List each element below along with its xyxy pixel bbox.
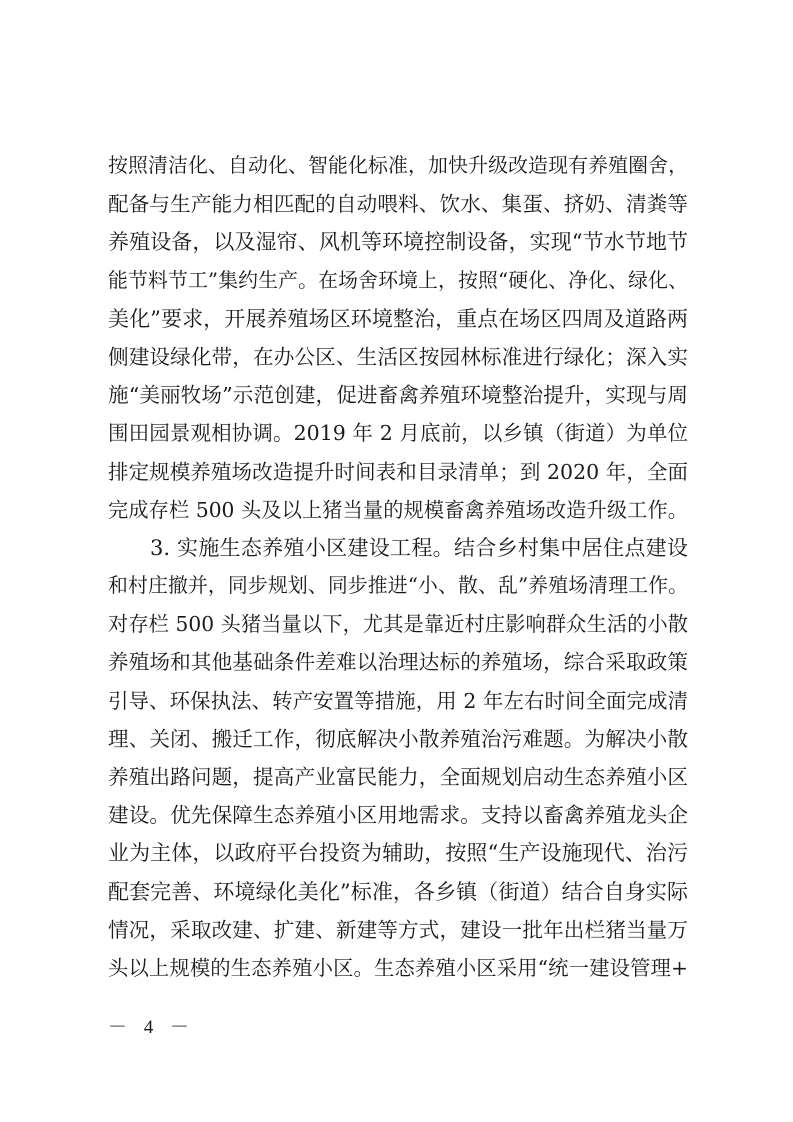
text-line: 情况，采取改建、扩建、新建等方式，建设一批年出栏猪当量万 bbox=[108, 917, 688, 942]
text-line: 按照清洁化、自动化、智能化标准，加快升级改造现有养殖圈舍， bbox=[108, 154, 688, 177]
body-text bbox=[108, 147, 688, 987]
text-line: 业为主体，以政府平台投资为辅助，按照“生产设施现代、治污 bbox=[108, 841, 688, 866]
text-line: 头以上规模的生态养殖小区。生态养殖小区采用“统一建设管理+ bbox=[108, 955, 688, 980]
text-line: 施“美丽牧场”示范创建，促进畜禽养殖环境整治提升，实现与周 bbox=[108, 383, 688, 408]
text-line: 能节料节工”集约生产。在场舍环境上，按照“硬化、净化、绿化、 bbox=[108, 268, 688, 292]
text-line: 美化”要求，开展养殖场区环境整治，重点在场区四周及道路两 bbox=[108, 306, 688, 331]
text-line: 引导、环保执法、转产安置等措施，用 2 年左右时间全面完成清 bbox=[108, 688, 688, 713]
text-line: 和村庄撤并，同步规划、同步推进“小、散、乱”养殖场清理工作。 bbox=[108, 574, 688, 598]
page-number: － 4 － bbox=[108, 1017, 196, 1038]
text-line: 养殖设备，以及湿帘、风机等环境控制设备，实现“节水节地节 bbox=[108, 230, 688, 255]
text-line: 养殖场和其他基础条件差难以治理达标的养殖场，综合采取政策 bbox=[108, 650, 688, 675]
text-line: 建设。优先保障生态养殖小区用地需求。支持以畜禽养殖龙头企 bbox=[108, 803, 688, 828]
text-line: 理、关闭、搬迁工作，彻底解决小散养殖治污难题。为解决小散 bbox=[108, 726, 688, 751]
text-line: 配备与生产能力相匹配的自动喂料、饮水、集蛋、挤奶、清粪等 bbox=[108, 192, 688, 217]
text-line: 侧建设绿化带，在办公区、生活区按园林标准进行绿化；深入实 bbox=[108, 344, 688, 369]
text-line: 对存栏 500 头猪当量以下，尤其是靠近村庄影响群众生活的小散 bbox=[108, 612, 688, 637]
text-line: 配套完善、环境绿化美化”标准，各乡镇（街道）结合自身实际 bbox=[108, 879, 688, 904]
text-line: 围田园景观相协调。2019 年 2 月底前，以乡镇（街道）为单位 bbox=[108, 421, 688, 446]
section-heading-line: 3. 实施生态养殖小区建设工程。结合乡村集中居住点建设 bbox=[150, 535, 688, 560]
text-line: 排定规模养殖场改造提升时间表和目录清单；到 2020 年，全面 bbox=[108, 459, 688, 484]
text-line: 养殖出路问题，提高产业富民能力，全面规划启动生态养殖小区 bbox=[108, 765, 688, 789]
text-line: 完成存栏 500 头及以上猪当量的规模畜禽养殖场改造升级工作。 bbox=[108, 497, 688, 522]
